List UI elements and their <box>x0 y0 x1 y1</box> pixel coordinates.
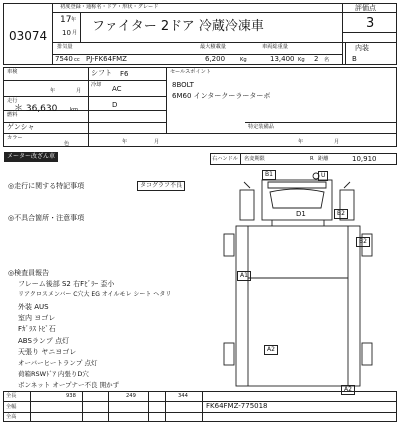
mileage-unit: km <box>70 107 79 113</box>
inspector-label: ◎検査員報告 <box>8 269 50 277</box>
inspector-line-3: 室内 ヨゴレ <box>18 314 56 322</box>
month-unit: 月 <box>72 30 78 36</box>
gross-unit: Kg <box>298 57 305 63</box>
mark-a2: A2 <box>264 345 278 355</box>
distance-label: 距離 <box>318 156 329 162</box>
special-label: 特定装備品 <box>248 124 274 130</box>
score-value: 3 <box>366 16 375 31</box>
displacement-value: 7540 <box>55 55 73 63</box>
special-year: 年 <box>122 139 128 145</box>
shift-label: シフト <box>91 69 112 77</box>
name-label: 名変期限 <box>244 156 265 162</box>
lot-number: 03074 <box>9 29 48 43</box>
inspector-line-6: 天張り ヤニヨゴレ <box>18 348 77 356</box>
top-label: 初度登録・通称名・ドア・形状・グレード <box>60 4 159 10</box>
truck-diagram <box>220 168 390 398</box>
model-value: PJ-FK64FMZ <box>86 55 127 63</box>
mark-a1: A1 <box>237 271 251 281</box>
mark-d1: D1 <box>296 210 306 218</box>
interior-value: B <box>352 55 357 63</box>
interior-label: 内装 <box>355 44 369 52</box>
inspector-line-4: Fｶﾞﾗｽ ﾄﾋﾞ石 <box>18 325 56 333</box>
tacho-tag: タコグラフ不良 <box>137 181 185 191</box>
info-frame <box>3 67 397 147</box>
sales-point-2: 6M60 インタークーラーターボ <box>172 92 271 100</box>
mark-b2b: B2 <box>356 237 370 247</box>
footer-cell-3: 344 <box>178 393 188 399</box>
inspection-month: 月 <box>76 88 82 94</box>
r-label: R <box>310 156 314 162</box>
mileage-value: ＊ 36,630 <box>14 104 58 114</box>
footer-cell-1: 938 <box>66 393 76 399</box>
displacement-unit: cc <box>74 57 80 63</box>
footer-label-1: 全幅 <box>6 404 17 410</box>
ac-value: AC <box>112 85 122 93</box>
meter-tag: メーター改ざん車 <box>4 152 58 162</box>
reg-month: 10 <box>62 29 71 37</box>
inspection-year: 年 <box>50 88 56 94</box>
displacement-label: 排気量 <box>57 44 73 50</box>
load-label: 最大積載量 <box>200 44 226 50</box>
load-unit: Kg <box>240 57 247 63</box>
distance-value: 10,910 <box>352 155 377 163</box>
ac-label: 冷却 <box>91 82 102 88</box>
load-value: 6,200 <box>205 55 226 63</box>
sales-points-label: セールスポイント <box>170 69 212 75</box>
reg-year: 17 <box>60 15 72 25</box>
special-month-2: 月 <box>334 139 340 145</box>
year-unit: 年 <box>71 17 77 23</box>
inspector-line-9: ボンネット オープナー不良 開かず <box>18 381 120 389</box>
inspection-label: 車検 <box>7 69 18 75</box>
inspector-line-7: オーバーヒートランプ 点灯 <box>18 359 98 367</box>
chassis-number: FK64FMZ-775018 <box>206 402 268 410</box>
seats-value: 2 <box>314 55 319 63</box>
special-month: 月 <box>154 139 160 145</box>
defects-label: ◎不具合箇所・注意事項 <box>8 214 85 222</box>
score-label: 評価点 <box>355 4 376 12</box>
inspector-line-1: リアクロスメンバー C穴大 EG オイルモレ シート ヘタリ <box>18 291 172 298</box>
grade-value: D <box>112 101 118 109</box>
footer-frame <box>3 391 397 422</box>
fuel-value: ゲンシャ <box>7 123 35 131</box>
inspector-line-5: ABSランプ 点灯 <box>18 337 70 345</box>
inspector-line-2: 外装 AUS <box>18 303 49 311</box>
seat-unit: 名 <box>324 57 330 63</box>
mark-a2b: A2 <box>341 385 355 395</box>
footer-label-0: 全長 <box>6 393 17 399</box>
fuel-label: 燃料 <box>7 112 18 118</box>
mark-b2a: B2 <box>334 209 348 219</box>
handle-label: 右ハンドル <box>212 156 238 162</box>
color-unit: 色 <box>64 141 70 147</box>
inspector-line-0: フレーム後部 S2 右Fﾋﾞﾗｰ 歪小 <box>18 280 115 288</box>
mark-b1: B1 <box>262 170 276 180</box>
mark-u: U <box>318 171 328 181</box>
sales-point-1: 8BOLT <box>172 81 194 89</box>
mileage-label: 走行 <box>7 98 18 104</box>
shift-value: F6 <box>120 70 129 78</box>
footer-label-2: 全高 <box>6 414 17 420</box>
color-label: カラー <box>7 135 23 141</box>
gross-value: 13,400 <box>270 55 295 63</box>
vehicle-title: ファイター 2ドア 冷蔵冷凍車 <box>92 19 264 34</box>
special-year-2: 年 <box>298 139 304 145</box>
inspector-line-8: 荷箱RSWﾄﾞｱ 内張りD穴 <box>18 370 89 378</box>
history-label: ◎走行に関する特記事項 <box>8 182 85 190</box>
footer-cell-2: 249 <box>126 393 136 399</box>
gross-label: 車両総重量 <box>262 44 288 50</box>
